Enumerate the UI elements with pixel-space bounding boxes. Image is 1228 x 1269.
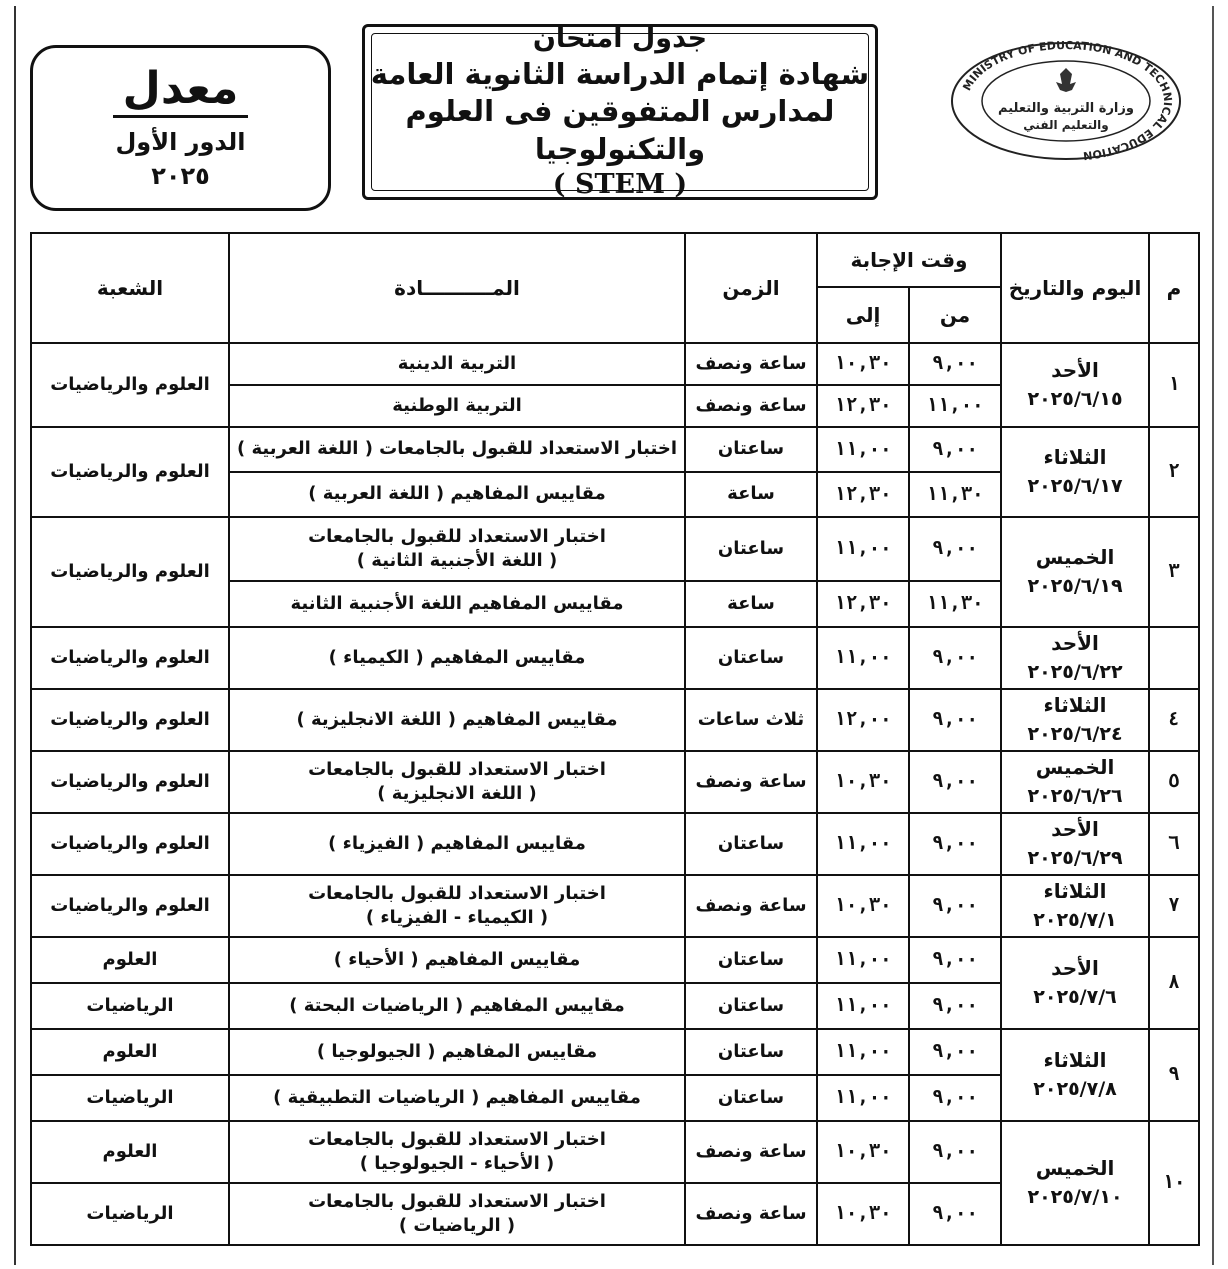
day-name: الثلاثاء: [1043, 693, 1107, 718]
exam-date: ٢٠٢٥/٦/٢٦: [1027, 785, 1123, 808]
track: العلوم والرياضيات: [31, 875, 229, 937]
subject: [229, 937, 685, 983]
row-number: ٧: [1149, 875, 1199, 937]
subject: [229, 472, 685, 517]
table-row: [31, 1121, 1199, 1183]
subject: [229, 1183, 685, 1245]
track: الرياضيات: [31, 1075, 229, 1121]
exam-date: ٢٠٢٥/٧/٦: [1033, 986, 1117, 1009]
duration: ساعتان: [685, 937, 817, 983]
table-row: [31, 751, 1199, 813]
time-to: ١١,٠٠: [817, 427, 909, 472]
table-row: [31, 937, 1199, 983]
time-from: ١١,٣٠: [909, 581, 1001, 627]
exam-date: ٢٠٢٥/٦/١٩: [1027, 575, 1123, 598]
track: العلوم والرياضيات: [31, 689, 229, 751]
time-from: ٩,٠٠: [909, 875, 1001, 937]
track: الرياضيات: [31, 1183, 229, 1245]
day-date-cell: [1001, 427, 1149, 517]
exam-date: ٢٠٢٥/٧/١: [1033, 909, 1117, 932]
day-date-cell: [1001, 937, 1149, 1029]
time-to: ١١,٠٠: [817, 1029, 909, 1075]
day-name: الأحد: [1051, 956, 1099, 981]
day-name: الأحد: [1051, 631, 1099, 656]
track: العلوم والرياضيات: [31, 627, 229, 689]
table-row: [31, 627, 1199, 689]
track: الرياضيات: [31, 983, 229, 1029]
exam-schedule-table: [30, 232, 1200, 1246]
duration: ساعة ونصف: [685, 343, 817, 385]
header-m: م: [1149, 233, 1199, 343]
subject-line: مقاييس المفاهيم ( الرياضيات البحتة ): [289, 994, 625, 1016]
duration: ساعتان: [685, 1029, 817, 1075]
day-name: الخميس: [1035, 755, 1115, 780]
track: العلوم: [31, 1029, 229, 1075]
time-from: ٩,٠٠: [909, 813, 1001, 875]
subject-line: ( الرياضيات ): [398, 1215, 516, 1236]
time-to: ١١,٠٠: [817, 813, 909, 875]
row-number: ٦: [1149, 813, 1199, 875]
exam-date: ٢٠٢٥/٦/٢٩: [1027, 847, 1123, 870]
row-number: ٩: [1149, 1029, 1199, 1121]
table-row: [31, 689, 1199, 751]
subject: [229, 385, 685, 427]
row-number: ١: [1149, 343, 1199, 427]
time-from: ٩,٠٠: [909, 937, 1001, 983]
track: العلوم: [31, 1121, 229, 1183]
subject-line: اختبار الاستعداد للقبول بالجامعات: [308, 1190, 606, 1212]
duration: ساعة ونصف: [685, 875, 817, 937]
time-from: ٩,٠٠: [909, 983, 1001, 1029]
time-to: ١٠,٣٠: [817, 1121, 909, 1183]
day-date-cell: [1001, 689, 1149, 751]
duration: ثلاث ساعات: [685, 689, 817, 751]
header-answer-time: وقت الإجابة: [817, 233, 1001, 287]
header-subject: المــــــــــادة: [229, 233, 685, 343]
badge-title: معدل: [113, 66, 249, 117]
subject: [229, 751, 685, 813]
subject-line: ( اللغة الانجليزية ): [377, 783, 537, 804]
exam-date: ٢٠٢٥/٦/١٧: [1027, 475, 1123, 498]
subject: [229, 627, 685, 689]
subject-line: مقاييس المفاهيم ( الأحياء ): [333, 948, 581, 970]
subject-line: التربية الوطنية: [392, 394, 522, 416]
time-to: ١٠,٣٠: [817, 1183, 909, 1245]
row-number: ٤: [1149, 689, 1199, 751]
time-from: ٩,٠٠: [909, 1121, 1001, 1183]
header-from: من: [909, 287, 1001, 343]
subject-line: مقاييس المفاهيم ( اللغة الانجليزية ): [296, 708, 618, 730]
subject-line: اختبار الاستعداد للقبول بالجامعات: [308, 525, 606, 547]
time-to: ١٠,٣٠: [817, 343, 909, 385]
time-to: ١٠,٣٠: [817, 875, 909, 937]
title-line-3: لمدارس المتفوقين فى العلوم والتكنولوجيا: [405, 94, 835, 166]
exam-date: ٢٠٢٥/٧/٨: [1033, 1078, 1117, 1101]
time-to: ١١,٠٠: [817, 627, 909, 689]
subject-line: اختبار الاستعداد للقبول بالجامعات: [308, 882, 606, 904]
time-from: ٩,٠٠: [909, 627, 1001, 689]
exam-date: ٢٠٢٥/٦/١٥: [1027, 388, 1123, 411]
subject-line: مقاييس المفاهيم ( اللغة العربية ): [308, 483, 606, 505]
day-date-cell: [1001, 517, 1149, 627]
subject-line: التربية الدينية: [397, 352, 517, 374]
time-from: ٩,٠٠: [909, 517, 1001, 581]
duration: ساعة ونصف: [685, 1121, 817, 1183]
day-name: الثلاثاء: [1043, 879, 1107, 904]
duration: ساعتان: [685, 983, 817, 1029]
duration: ساعتان: [685, 627, 817, 689]
day-date-cell: [1001, 751, 1149, 813]
subject: [229, 343, 685, 385]
track: العلوم: [31, 937, 229, 983]
row-number: ٨: [1149, 937, 1199, 1029]
time-from: ٩,٠٠: [909, 1075, 1001, 1121]
header-to: إلى: [817, 287, 909, 343]
row-number: ٢: [1149, 427, 1199, 517]
row-number: ٥: [1149, 751, 1199, 813]
day-name: الأحد: [1051, 817, 1099, 842]
time-from: ٩,٠٠: [909, 343, 1001, 385]
header-track: الشعبة: [31, 233, 229, 343]
day-date-cell: [1001, 1029, 1149, 1121]
time-to: ١٢,٣٠: [817, 472, 909, 517]
subject: [229, 875, 685, 937]
subject: [229, 983, 685, 1029]
time-to: ١١,٠٠: [817, 983, 909, 1029]
row-number: [1149, 627, 1199, 689]
duration: ساعة: [685, 581, 817, 627]
track: العلوم والرياضيات: [31, 343, 229, 427]
exam-date: ٢٠٢٥/٧/١٠: [1027, 1186, 1123, 1209]
subject-line: ( الكيمياء - الفيزياء ): [365, 907, 549, 928]
subject-line: مقاييس المفاهيم ( الجيولوجيا ): [316, 1040, 598, 1062]
track: العلوم والرياضيات: [31, 751, 229, 813]
track: العلوم والرياضيات: [31, 517, 229, 627]
subject: [229, 581, 685, 627]
exam-date: ٢٠٢٥/٦/٢٤: [1027, 723, 1123, 746]
title-line-4: ( STEM ): [552, 168, 688, 200]
table-row: [31, 875, 1199, 937]
time-to: ١٢,٠٠: [817, 689, 909, 751]
duration: ساعتان: [685, 517, 817, 581]
table-row: [31, 813, 1199, 875]
time-from: ٩,٠٠: [909, 1183, 1001, 1245]
row-number: ٣: [1149, 517, 1199, 627]
time-to: ١١,٠٠: [817, 1075, 909, 1121]
exam-date: ٢٠٢٥/٦/٢٢: [1027, 661, 1123, 684]
time-to: ١١,٠٠: [817, 517, 909, 581]
table-row: [31, 517, 1199, 581]
title-box: [362, 24, 878, 200]
header-day-date: اليوم والتاريخ: [1001, 233, 1149, 343]
track: العلوم والرياضيات: [31, 813, 229, 875]
round-badge: [30, 45, 331, 211]
subject-line: ( اللغة الأجنبية الثانية ): [356, 550, 558, 571]
subject-line: ( الأحياء - الجيولوجيا ): [359, 1153, 555, 1174]
time-from: ٩,٠٠: [909, 689, 1001, 751]
day-date-cell: [1001, 627, 1149, 689]
subject-line: اختبار الاستعداد للقبول بالجامعات ( اللغة العربية ): [237, 438, 677, 460]
title-line-2: شهادة إتمام الدراسة الثانوية العامة: [370, 57, 870, 92]
subject: [229, 517, 685, 581]
day-date-cell: [1001, 813, 1149, 875]
day-date-cell: [1001, 1121, 1149, 1245]
subject: [229, 1121, 685, 1183]
day-name: الخميس: [1035, 545, 1115, 570]
table-row: [31, 427, 1199, 472]
time-from: ٩,٠٠: [909, 427, 1001, 472]
duration: ساعتان: [685, 427, 817, 472]
logo-arabic-line2: والتعليم الفني: [1023, 118, 1109, 132]
day-date-cell: [1001, 343, 1149, 427]
time-to: ١١,٠٠: [817, 937, 909, 983]
logo-arabic-line1: وزارة التربية والتعليم: [998, 101, 1134, 116]
ministry-logo-icon: [948, 40, 1184, 162]
subject-line: اختبار الاستعداد للقبول بالجامعات: [308, 1128, 606, 1150]
subject: [229, 1075, 685, 1121]
row-number: ١٠: [1149, 1121, 1199, 1245]
time-from: ١١,٠٠: [909, 385, 1001, 427]
subject-line: مقاييس المفاهيم ( الرياضيات التطبيقية ): [273, 1086, 641, 1108]
subject-line: مقاييس المفاهيم ( الفيزياء ): [328, 832, 586, 854]
badge-round: الدور الأول: [115, 127, 246, 156]
time-from: ٩,٠٠: [909, 751, 1001, 813]
subject-line: اختبار الاستعداد للقبول بالجامعات: [308, 758, 606, 780]
time-to: ١٢,٣٠: [817, 581, 909, 627]
subject: [229, 1029, 685, 1075]
day-name: الخميس: [1035, 1156, 1115, 1181]
table-row: [31, 1029, 1199, 1075]
subject: [229, 813, 685, 875]
day-date-cell: [1001, 875, 1149, 937]
subject-line: مقاييس المفاهيم اللغة الأجنبية الثانية: [290, 592, 624, 614]
duration: ساعة ونصف: [685, 751, 817, 813]
duration: ساعتان: [685, 1075, 817, 1121]
time-from: ١١,٣٠: [909, 472, 1001, 517]
duration: ساعة ونصف: [685, 1183, 817, 1245]
day-name: الثلاثاء: [1043, 1048, 1107, 1073]
time-from: ٩,٠٠: [909, 1029, 1001, 1075]
subject: [229, 427, 685, 472]
badge-year: ٢٠٢٥: [151, 161, 210, 190]
day-name: الأحد: [1051, 358, 1099, 383]
track: العلوم والرياضيات: [31, 427, 229, 517]
subject-line: مقاييس المفاهيم ( الكيمياء ): [328, 646, 586, 668]
day-name: الثلاثاء: [1043, 445, 1107, 470]
subject: [229, 689, 685, 751]
header-duration: الزمن: [685, 233, 817, 343]
table-row: [31, 343, 1199, 385]
time-to: ١٠,٣٠: [817, 751, 909, 813]
logo-ring-text: MINISTRY OF EDUCATION AND TECHNICAL EDUCATION: [960, 40, 1175, 162]
title-line-1: جدول امتحان: [532, 22, 708, 54]
duration: ساعة: [685, 472, 817, 517]
duration: ساعتان: [685, 813, 817, 875]
duration: ساعة ونصف: [685, 385, 817, 427]
time-to: ١٢,٣٠: [817, 385, 909, 427]
